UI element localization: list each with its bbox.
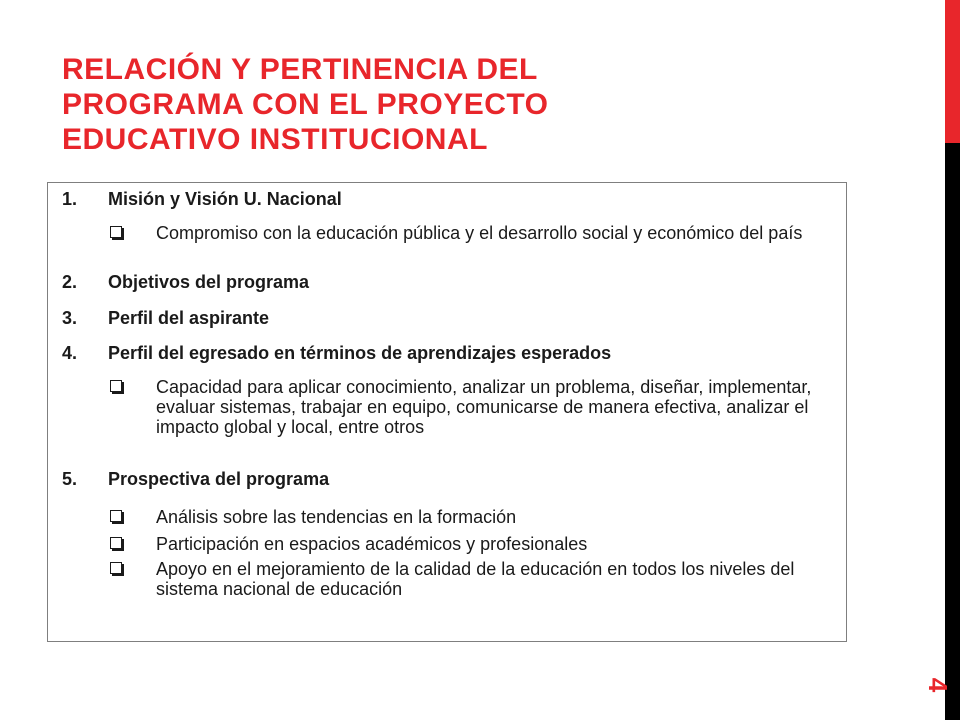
sub-item-text: Capacidad para aplicar conocimiento, analizar un problema, diseñar, implementar, evaluar sistemas, trabajar en equipo, comunicarse de manera efectiva, analizar el impacto global y local, entre otros — [156, 377, 812, 437]
item-text: Perfil del egresado en términos de aprendizajes esperados — [108, 343, 612, 363]
sidebar-accent-black — [945, 143, 960, 720]
item-number: 4. — [62, 343, 78, 363]
title-line: EDUCATIVO INSTITUCIONAL — [62, 123, 488, 156]
sub-item — [110, 559, 840, 599]
checkbox-bullet-icon — [110, 510, 122, 522]
checkbox-bullet-icon — [110, 562, 122, 574]
title-line: RELACIÓN Y PERTINENCIA DEL — [62, 53, 538, 86]
checkbox-bullet-icon — [110, 380, 122, 392]
sub-item — [110, 377, 855, 437]
sub-item-text: Apoyo en el mejoramiento de la calidad de la educación en todos los niveles del sistema nacional de educación — [156, 559, 795, 599]
slide-title — [62, 52, 762, 157]
title-line: PROGRAMA CON EL PROYECTO — [62, 88, 549, 121]
item-number: 1. — [62, 189, 78, 209]
item-text: Objetivos del programa — [108, 272, 310, 292]
sub-item — [110, 223, 840, 243]
checkbox-bullet-icon — [110, 537, 122, 549]
item-text: Prospectiva del programa — [108, 469, 330, 489]
sub-item-text: Análisis sobre las tendencias en la formación — [156, 507, 517, 527]
item-number: 2. — [62, 272, 78, 292]
sidebar-accent-red — [945, 0, 960, 143]
sub-item-text: Participación en espacios académicos y profesionales — [156, 534, 588, 554]
page-number: 4 — [923, 677, 953, 693]
checkbox-bullet-icon — [110, 226, 122, 238]
sub-item-text: Compromiso con la educación pública y el desarrollo social y económico del país — [156, 223, 803, 243]
content-box — [47, 182, 847, 642]
sub-item — [110, 507, 840, 527]
item-text: Misión y Visión U. Nacional — [108, 189, 342, 209]
item-number: 5. — [62, 469, 78, 489]
item-number: 3. — [62, 308, 78, 328]
item-text: Perfil del aspirante — [108, 308, 270, 328]
sub-item — [110, 534, 840, 554]
